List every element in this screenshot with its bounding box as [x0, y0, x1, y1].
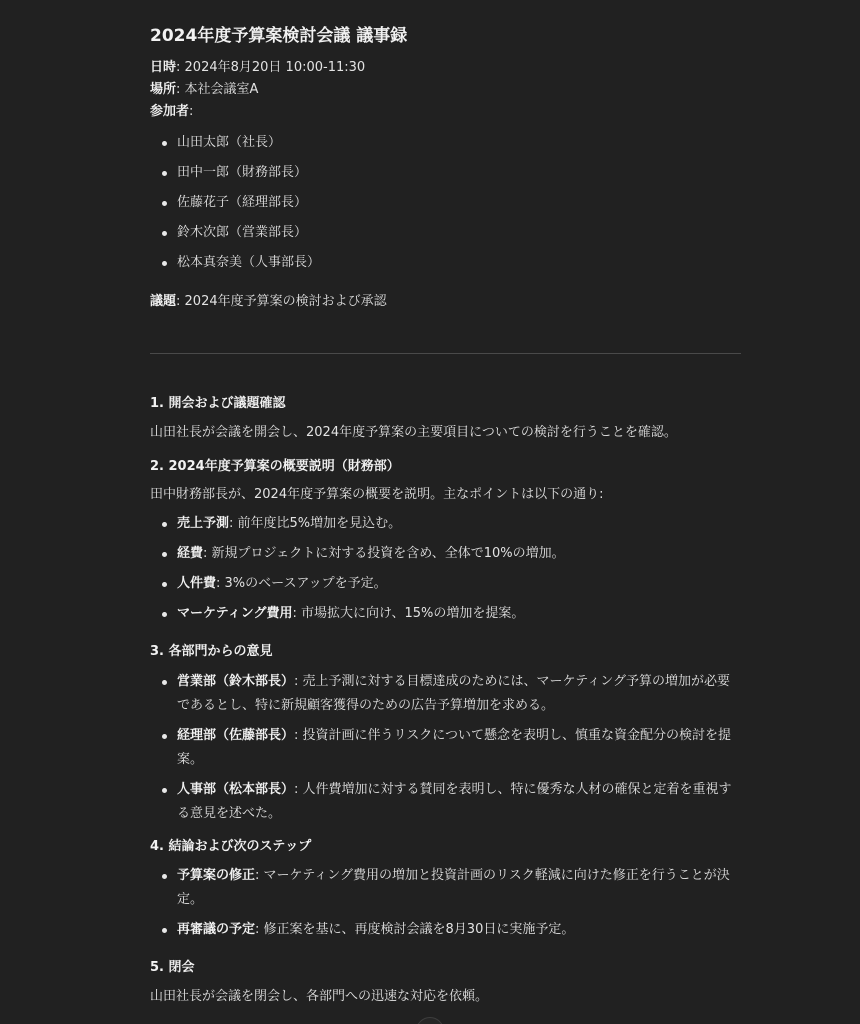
list-item: 営業部（鈴木部長）: 売上予測に対する目標達成のためには、マーケティング予算の増加が必要であるとし、特に新規顧客獲得のための広告予算増加を求める。: [150, 670, 741, 724]
list-item: 予算案の修正: マーケティング費用の増加と投資計画のリスク軽減に向けた修正を行うことが決定。: [150, 864, 741, 918]
next-steps-list: [150, 864, 741, 948]
section-heading: 2. 2024年度予算案の概要説明（財務部）: [150, 459, 400, 474]
place-value: : 本社会議室A: [176, 82, 259, 97]
budget-points-list: [150, 514, 741, 634]
department-opinions-list: [150, 670, 741, 832]
attendee-list: [150, 133, 741, 283]
scroll-down-icon[interactable]: [416, 1017, 444, 1024]
horizontal-divider: [150, 353, 741, 354]
section-text: 山田社長が会議を閉会し、各部門への迅速な対応を依頼。: [150, 989, 489, 1004]
list-item: マーケティング費用: 市場拡大に向け、15%の増加を提案。: [150, 604, 741, 634]
list-item: 人件費: 3%のベースアップを予定。: [150, 574, 741, 604]
meta-attendees: [150, 102, 193, 122]
list-item: 経費: 新規プロジェクトに対する投資を含め、全体で10%の増加。: [150, 544, 741, 574]
attendees-label: 参加者: [150, 104, 190, 119]
agenda-value: : 2024年度予算案の検討および承認: [176, 294, 387, 309]
document-title: 2024年度予算案検討会議 議事録: [150, 26, 408, 46]
list-item: 人事部（松本部長）: 人件費増加に対する賛同を表明し、特に優秀な人材の確保と定着を重視する意見を述べた。: [150, 778, 741, 832]
list-item: 再審議の予定: 修正案を基に、再度検討会議を8月30日に実施予定。: [150, 918, 741, 948]
datetime-label: 日時: [150, 60, 177, 75]
attendee-item: 田中一郎（財務部長）: [150, 163, 741, 193]
agenda-line: [150, 292, 387, 312]
datetime-value: : 2024年8月20日 10:00-11:30: [176, 60, 366, 75]
place-label: 場所: [150, 82, 177, 97]
attendee-item: 松本真奈美（人事部長）: [150, 253, 741, 283]
section-heading: 1. 開会および議題確認: [150, 396, 286, 411]
section-heading: 5. 閉会: [150, 960, 195, 975]
section-text: 山田社長が会議を開会し、2024年度予算案の主要項目についての検討を行うことを確認。: [150, 425, 677, 440]
agenda-label: 議題: [150, 294, 177, 309]
attendee-item: 山田太郎（社長）: [150, 133, 741, 163]
section-text: 田中財務部長が、2024年度予算案の概要を説明。主なポイントは以下の通り:: [150, 487, 604, 502]
section-heading: 4. 結論および次のステップ: [150, 839, 312, 854]
attendee-item: 佐藤花子（経理部長）: [150, 193, 741, 223]
list-item: 売上予測: 前年度比5%増加を見込む。: [150, 514, 741, 544]
meta-datetime: [150, 58, 365, 78]
meta-place: [150, 80, 258, 100]
attendees-colon: :: [189, 104, 194, 119]
attendee-item: 鈴木次郎（営業部長）: [150, 223, 741, 253]
list-item: 経理部（佐藤部長）: 投資計画に伴うリスクについて懸念を表明し、慎重な資金配分の検討を提案。: [150, 724, 741, 778]
section-heading: 3. 各部門からの意見: [150, 644, 273, 659]
